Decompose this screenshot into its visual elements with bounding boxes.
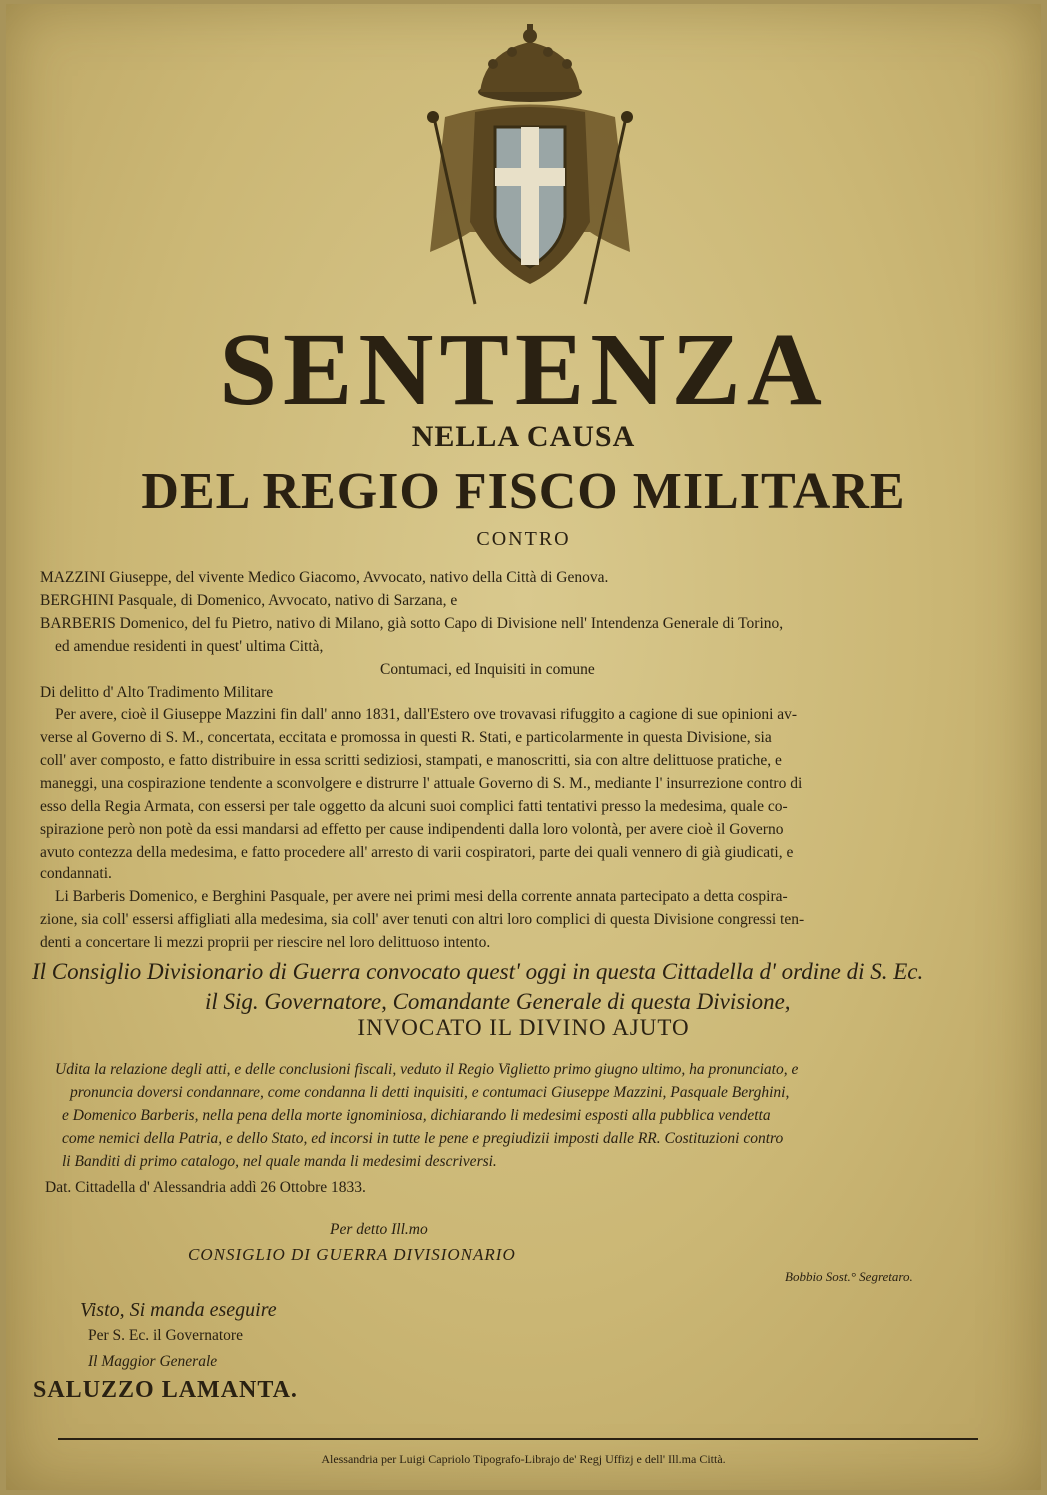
accused-berghini: BERGHINI Pasquale, di Domenico, Avvocato, nativo di Sarzana, e <box>40 592 458 609</box>
body-line: condannati. <box>40 865 112 882</box>
verdict-line: li Banditi di primo catalogo, nel quale manda li medesimi descriversi. <box>62 1153 497 1170</box>
consiglio-signature: CONSIGLIO DI GUERRA DIVISIONARIO <box>188 1245 516 1264</box>
body-line: Li Barberis Domenico, e Berghini Pasquale, per avere nei primi mesi della corrente annata partecipato a detta cospira- <box>55 888 788 905</box>
visto-line: Visto, Si manda eseguire <box>80 1299 277 1321</box>
contro-label: CONTRO <box>476 528 571 550</box>
contumaci-line: Contumaci, ed Inquisiti in comune <box>380 661 595 678</box>
subtitle-fisco-militare: DEL REGIO FISCO MILITARE <box>141 463 906 520</box>
body-line: coll' aver composto, e fatto distribuire in essa scritti sediziosi, stampati, e manoscritti, sia con altre delittuose pratiche, e <box>40 752 782 769</box>
signatory-name: SALUZZO LAMANTA. <box>33 1377 298 1403</box>
per-detto: Per detto Ill.mo <box>330 1221 428 1238</box>
invocato-heading: INVOCATO IL DIVINO AJUTO <box>357 1015 690 1040</box>
body-line: verse al Governo di S. M., concertata, eccitata e promossa in questi R. Stati, e particolarmente in questa Divisione, sia <box>40 729 772 746</box>
body-line: denti a concertare li mezzi proprii per riescire nel loro delittuoso intento. <box>40 934 491 951</box>
accused-residence: ed amendue residenti in quest' ultima Città, <box>55 638 324 655</box>
governatore-line: Per S. Ec. il Governatore <box>88 1327 243 1344</box>
consiglio-line: il Sig. Governatore, Comandante Generale di questa Divisione, <box>205 989 791 1014</box>
body-line: esso della Regia Armata, con essersi per tale oggetto da alcuni suoi complici fatti tentativi presso la medesima, quale co- <box>40 798 788 815</box>
subtitle-nella-causa: NELLA CAUSA <box>411 420 636 453</box>
secretary-signature: Bobbio Sost.° Segretaro. <box>785 1269 913 1284</box>
verdict-line: e Domenico Barberis, nella pena della morte ignominiosa, dichiarando li medesimi esposti alla pubblica vendetta <box>62 1107 771 1124</box>
date-line: Dat. Cittadella d' Alessandria addì 26 Ottobre 1833. <box>45 1179 366 1196</box>
document-title: SENTENZA <box>219 312 828 427</box>
maggior-generale-line: Il Maggior Generale <box>88 1353 218 1370</box>
savoy-crown-shield-crest-icon <box>415 22 645 312</box>
divider-rule <box>58 1438 978 1440</box>
printer-imprint: Alessandria per Luigi Capriolo Tipografo-Librajo de' Regj Uffizj e dell' Ill.ma Città. <box>321 1452 726 1466</box>
verdict-line: Udita la relazione degli atti, e delle conclusioni fiscali, veduto il Regio Viglietto primo giugno ultimo, ha pronunciato, e <box>55 1061 799 1078</box>
accused-barberis: BARBERIS Domenico, del fu Pietro, nativo di Milano, già sotto Capo di Divisione nell' Intendenza Generale di Torino, <box>40 615 784 632</box>
body-line: maneggi, una cospirazione tendente a sconvolgere e distrurre l' attuale Governo di S. M., mediante l' insurrezione contro di <box>40 775 803 792</box>
verdict-line: pronuncia doversi condannare, come condanna li detti inquisiti, e contumaci Giuseppe Mazzini, Pasquale Berghini, <box>70 1084 790 1101</box>
accused-mazzini: MAZZINI Giuseppe, del vivente Medico Giacomo, Avvocato, nativo della Città di Genova. <box>40 569 609 586</box>
body-line: Per avere, cioè il Giuseppe Mazzini fin dall' anno 1831, dall'Estero ove trovavasi rifuggito a cagione di sue opinioni av- <box>55 706 798 723</box>
body-line: zione, sia coll' essersi affigliati alla medesima, sia coll' aver tenuti con altri loro complici di questa Divisione congressi ten- <box>40 911 805 928</box>
verdict-line: come nemici della Patria, e dello Stato, ed incorsi in tutte le pene e pregiudizii imposti dalle RR. Costituzioni contro <box>62 1130 784 1147</box>
body-line: avuto contezza della medesima, e fatto procedere all' arresto di varii cospiratori, parte dei quali vennero di già giudicati, e <box>40 844 794 861</box>
consiglio-line: Il Consiglio Divisionario di Guerra convocato quest' oggi in questa Cittadella d' ordine di S. Ec. <box>32 959 924 984</box>
crime-line: Di delitto d' Alto Tradimento Militare <box>40 684 274 701</box>
body-line: spirazione però non potè da essi mandarsi ad effetto per cause indipendenti dalla loro volontà, per avere cioè il Governo <box>40 821 784 838</box>
